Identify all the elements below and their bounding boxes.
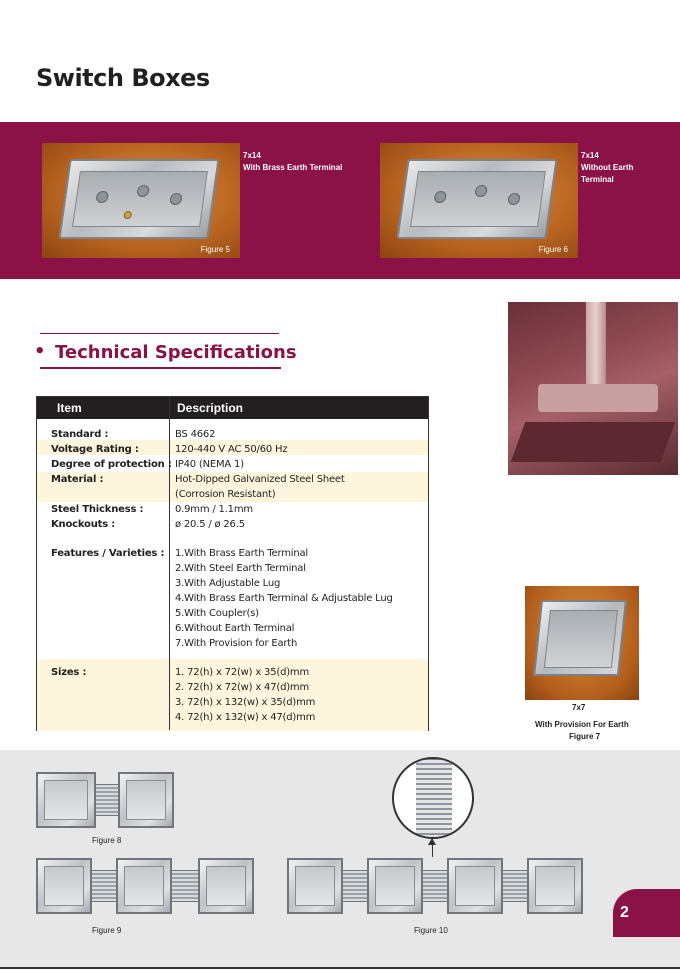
value-material-note: (Corrosion Resistant)	[175, 489, 276, 500]
small-product-desc: With Provision For Earth	[535, 720, 629, 729]
column-divider	[169, 397, 170, 730]
label-protection: Degree of protection :	[51, 459, 172, 470]
table-header	[37, 397, 428, 419]
product-size: 7x14	[243, 151, 261, 160]
feature-item: 6.Without Earth Terminal	[175, 623, 295, 634]
figure-caption: Figure 5	[200, 245, 230, 254]
product-desc: With Brass Earth Terminal	[243, 163, 343, 172]
coupler	[92, 870, 116, 902]
coupler	[172, 870, 198, 902]
value-standard: BS 4662	[175, 429, 216, 440]
section-heading: Technical Specifications	[55, 342, 297, 363]
col-description: Description	[177, 401, 244, 415]
heading-rule-top	[40, 333, 279, 334]
feature-item: 1.With Brass Earth Terminal	[175, 548, 308, 559]
product-desc-cont: Terminal	[581, 175, 614, 184]
figure-8-label: Figure 8	[92, 836, 122, 845]
assembly-box	[198, 858, 254, 914]
value-voltage: 120-440 V AC 50/60 Hz	[175, 444, 288, 455]
label-knockouts: Knockouts :	[51, 519, 116, 530]
coupler	[423, 870, 447, 902]
size-item: 3. 72(h) x 132(w) x 35(d)mm	[175, 697, 316, 708]
feature-item: 5.With Coupler(s)	[175, 608, 259, 619]
assembly-box	[527, 858, 583, 914]
assembly-box	[447, 858, 503, 914]
switch-box-7x14-brass	[58, 159, 219, 239]
assembly-box	[116, 858, 172, 914]
feature-item: 2.With Steel Earth Terminal	[175, 563, 306, 574]
product-image-figure-6	[380, 143, 578, 258]
feature-item: 7.With Provision for Earth	[175, 638, 298, 649]
label-thickness: Steel Thickness :	[51, 504, 144, 515]
value-material: Hot-Dipped Galvanized Steel Sheet	[175, 474, 345, 485]
feature-item: 3.With Adjustable Lug	[175, 578, 281, 589]
figure-caption: Figure 6	[538, 245, 568, 254]
assembly-box	[36, 858, 92, 914]
figure-10-label: Figure 10	[414, 926, 448, 935]
product-label-1	[243, 150, 342, 174]
size-item: 2. 72(h) x 72(w) x 47(d)mm	[175, 682, 309, 693]
value-protection: IP40 (NEMA 1)	[175, 459, 244, 470]
assembly-box	[36, 772, 96, 828]
product-desc: Without Earth	[581, 163, 634, 172]
small-product-figure: Figure 7	[569, 732, 601, 741]
figure-9-label: Figure 9	[92, 926, 122, 935]
value-thickness: 0.9mm / 1.1mm	[175, 504, 253, 515]
assembly-box	[118, 772, 174, 828]
size-item: 4. 72(h) x 132(w) x 47(d)mm	[175, 712, 316, 723]
value-knockouts: ø 20.5 / ø 26.5	[175, 519, 245, 530]
col-item: Item	[57, 401, 82, 415]
switch-box-7x7	[533, 600, 627, 676]
feature-item: 4.With Brass Earth Terminal & Adjustable Lug	[175, 593, 393, 604]
label-features: Features / Varieties :	[51, 548, 165, 559]
page-title: Switch Boxes	[36, 64, 210, 92]
assembly-box	[367, 858, 423, 914]
small-product-size: 7x7	[572, 703, 586, 712]
page-number: 2	[620, 904, 629, 921]
bullet-icon: •	[34, 341, 46, 362]
size-item: 1. 72(h) x 72(w) x 35(d)mm	[175, 667, 309, 678]
product-label-2	[581, 150, 633, 186]
label-sizes: Sizes :	[51, 667, 87, 678]
interior-photo	[508, 302, 678, 475]
arrow-up-icon	[428, 838, 436, 845]
coupler	[343, 870, 367, 902]
bottom-rule	[0, 967, 680, 969]
coupler	[503, 870, 527, 902]
product-image-figure-7	[525, 586, 639, 700]
product-size: 7x14	[581, 151, 599, 160]
assembly-box	[287, 858, 343, 914]
label-standard: Standard :	[51, 429, 109, 440]
label-voltage: Voltage Rating :	[51, 444, 139, 455]
coupler-zoom-detail	[392, 757, 474, 839]
coupler	[96, 784, 118, 816]
switch-box-7x14-no-earth	[396, 159, 557, 239]
product-image-figure-5	[42, 143, 240, 258]
label-material: Material :	[51, 474, 104, 485]
heading-rule-bottom	[40, 367, 281, 369]
spec-table	[36, 396, 429, 731]
